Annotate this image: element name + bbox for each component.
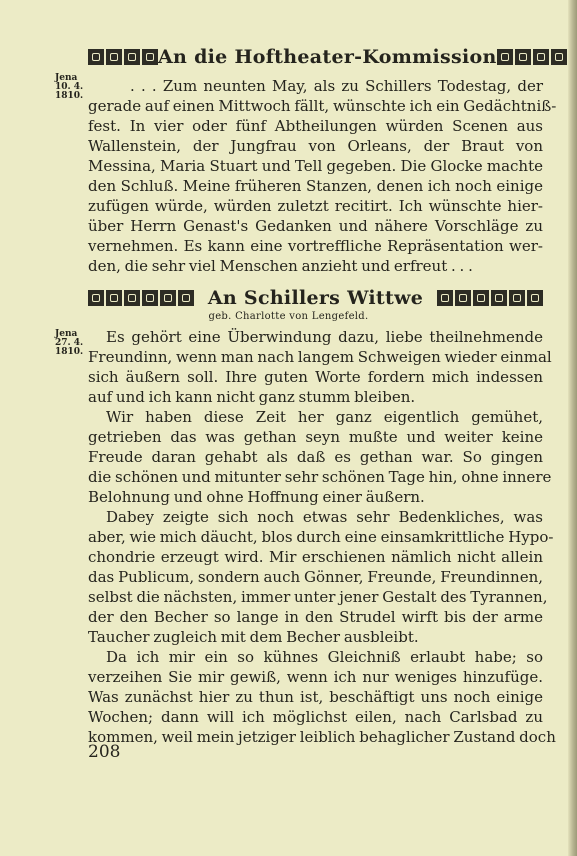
section-2-heading: [88, 287, 543, 309]
text-line: Wir haben diese Zeit her ganz eigentlich gemühet,: [106, 408, 543, 426]
text-line: Wallenstein, der Jungfrau von Orleans, der Braut von: [88, 137, 543, 155]
text-line: über Herrn Genast's Gedanken und nähere Vorschläge zu: [88, 217, 543, 235]
text-line: chondrie erzeugt wird. Mir erschienen nämlich nicht allein: [88, 548, 543, 566]
section-2-title: An Schillers Wittwe: [207, 287, 424, 309]
ornament-right-icon: [437, 290, 543, 306]
ornament-right-icon: [497, 49, 567, 65]
page-number: 208: [88, 742, 121, 762]
text-line: sich äußern soll. Ihre guten Worte fordern mich indessen: [88, 368, 543, 386]
text-line: zufügen würde, würden zuletzt recitirt. Ich wünschte hier-: [88, 197, 543, 215]
text-line: getrieben das was gethan seyn mußte und weiter keine: [88, 428, 543, 446]
text-line: das Publicum, sondern auch Gönner, Freunde, Freundinnen,: [88, 568, 543, 586]
text-line: Da ich mir ein so kühnes Gleichniß erlaubt habe; so: [106, 648, 543, 666]
text-line: Wochen; dann will ich möglichst eilen, nach Carlsbad zu: [88, 708, 543, 726]
text-line: Es gehört eine Überwindung dazu, liebe theilnehmende: [106, 328, 543, 346]
text-line: auf und ich kann nicht ganz stumm bleiben.: [88, 388, 416, 406]
text-line: Messina, Maria Stuart und Tell gegeben. Die Glocke machte: [88, 157, 543, 175]
section-1-heading: [88, 46, 543, 68]
text-line: Dabey zeigte sich noch etwas sehr Bedenkliches, was: [106, 508, 543, 526]
text-line: selbst die nächsten, immer unter jener Gestalt des Tyrannen,: [88, 588, 548, 606]
text-line: Was zunächst hier zu thun ist, beschäftigt uns noch einige: [88, 688, 543, 706]
text-line: . . . Zum neunten May, als zu Schillers Todestag, der: [130, 77, 543, 95]
text-line: Freude daran gehabt als daß es gethan war. So gingen: [88, 448, 543, 466]
text-line: verzeihen Sie mir gewiß, wenn ich nur weniges hinzufüge.: [88, 668, 543, 686]
section-2-subtitle: geb. Charlotte von Lengefeld.: [208, 311, 369, 322]
text-line: Belohnung und ohne Hoffnung einer äußern.: [88, 488, 425, 506]
text-line: die schönen und mitunter sehr schönen Tage hin, ohne innere: [88, 468, 552, 486]
text-line: aber, wie mich däucht, blos durch eine einsamkrittliche Hypo-: [88, 528, 554, 546]
book-binding-shadow: [568, 0, 577, 856]
text-line: der den Becher so lange in den Strudel wirft bis der arme: [88, 608, 543, 626]
text-line: Freundinn, wenn man nach langem Schweigen wieder einmal: [88, 348, 552, 366]
section-2-date-note: Jena 27. 4. 1810.: [55, 329, 84, 357]
ornament-left-icon: [88, 290, 194, 306]
text-line: den, die sehr viel Menschen anzieht und erfreut . . .: [88, 257, 473, 275]
section-1-date-note: Jena 10. 4. 1810.: [55, 73, 84, 101]
text-line: kommen, weil mein jetziger leiblich behaglicher Zustand doch: [88, 728, 556, 746]
text-line: fest. In vier oder fünf Abtheilungen würden Scenen aus: [88, 117, 543, 135]
text-line: gerade auf einen Mittwoch fällt, wünschte ich ein Gedächtniß-: [88, 97, 557, 115]
text-line: Taucher zugleich mit dem Becher ausbleibt.: [88, 628, 419, 646]
ornament-left-icon: [88, 49, 158, 65]
text-line: vernehmen. Es kann eine vortreffliche Repräsentation wer-: [88, 237, 543, 255]
text-line: den Schluß. Meine früheren Stanzen, denen ich noch einige: [88, 177, 543, 195]
section-1-title: An die Hoftheater-Kommission: [158, 46, 497, 68]
